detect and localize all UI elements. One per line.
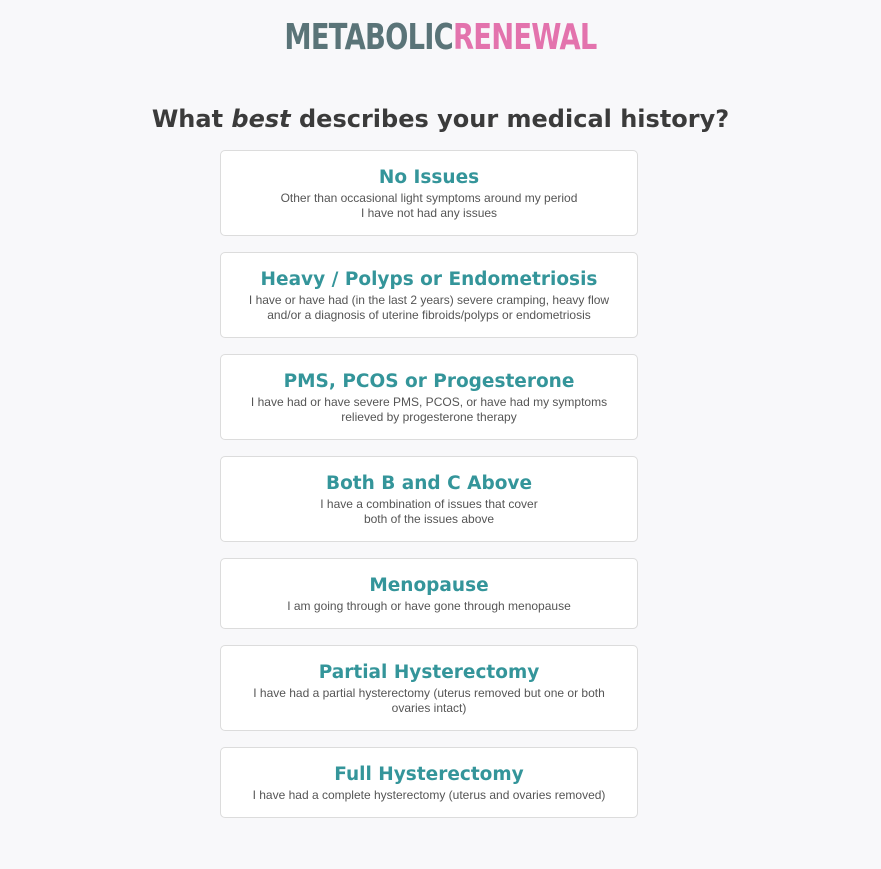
option-title: Menopause <box>369 575 489 596</box>
brand-logo <box>106 18 776 58</box>
answer-options <box>220 150 638 834</box>
option-pms-pcos-progesterone[interactable] <box>220 354 638 440</box>
question-text-before: What <box>151 105 232 133</box>
option-both-b-and-c[interactable] <box>220 456 638 542</box>
option-description: I have had a partial hysterectomy (uterus removed but one or both ovaries intact) <box>253 686 605 715</box>
question-heading <box>0 100 881 138</box>
logo-part-renewal: RENEWAL <box>453 17 597 58</box>
option-title: Full Hysterectomy <box>334 764 524 785</box>
option-description: I am going through or have gone through menopause <box>287 599 571 613</box>
option-description: I have a combination of issues that cover both of the issues above <box>320 497 538 526</box>
option-menopause[interactable] <box>220 558 638 629</box>
option-description: I have had a complete hysterectomy (uterus and ovaries removed) <box>252 788 606 802</box>
option-partial-hysterectomy[interactable] <box>220 645 638 731</box>
option-heavy-polyps-endometriosis[interactable] <box>220 252 638 338</box>
question-text-after: describes your medical history? <box>290 105 730 133</box>
option-title: Both B and C Above <box>325 473 533 494</box>
question-emphasis: best <box>231 105 291 133</box>
option-description: I have had or have severe PMS, PCOS, or have had my symptoms relieved by progesterone therapy <box>250 395 608 424</box>
option-no-issues[interactable] <box>220 150 638 236</box>
option-description: Other than occasional light symptoms around my period I have not had any issues <box>280 191 578 220</box>
option-title: Heavy / Polyps or Endometriosis <box>260 269 598 290</box>
logo-part-metabolic: METABOLIC <box>284 17 454 58</box>
option-description: I have or have had (in the last 2 years) severe cramping, heavy flow and/or a diagnosis of uterine fibroids/polyps or endometriosis <box>248 293 610 322</box>
option-title: No Issues <box>378 167 480 188</box>
option-title: PMS, PCOS or Progesterone <box>283 371 575 392</box>
option-full-hysterectomy[interactable] <box>220 747 638 818</box>
option-title: Partial Hysterectomy <box>318 662 540 683</box>
